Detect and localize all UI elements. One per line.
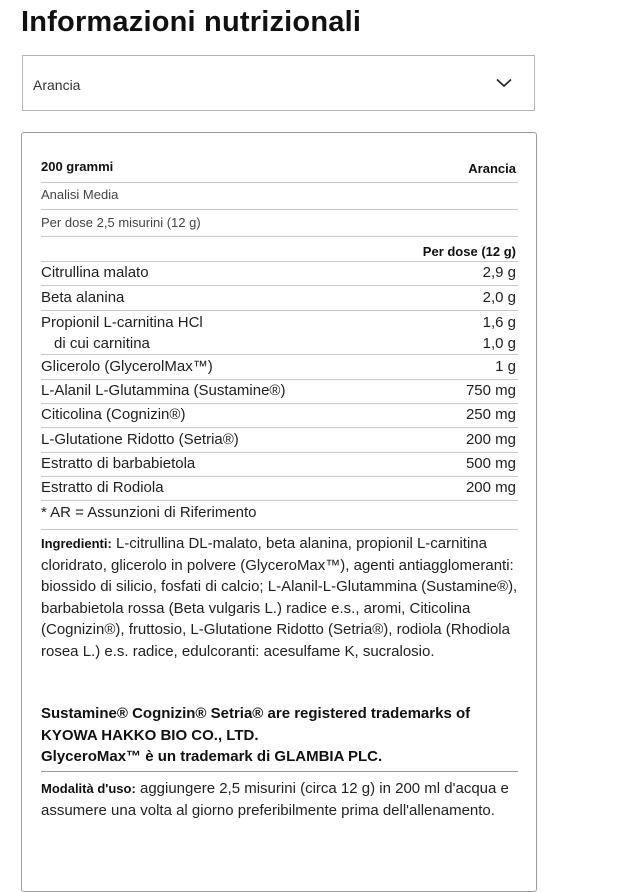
flavor-select[interactable] bbox=[22, 55, 535, 111]
divider bbox=[41, 771, 518, 772]
table-row: Citicolina (Cognizin®) 250 mg bbox=[41, 403, 518, 428]
chevron-down-icon bbox=[496, 78, 512, 88]
per-dose-header: Per dose (12 g) bbox=[422, 244, 516, 259]
usage-text: Modalità d'uso: aggiungere 2,5 misurini (circa 12 g) in 200 ml d'acqua e assumere una volta al giorno preferibilmente prima dell'allenamento. bbox=[41, 780, 509, 819]
table-row: Estratto di barbabietola 500 mg bbox=[41, 452, 518, 477]
flavor-select-value: Arancia bbox=[33, 77, 81, 93]
page-title: Informazioni nutrizionali bbox=[21, 6, 362, 38]
table-row: Estratto di Rodiola 200 mg bbox=[41, 476, 518, 501]
nutrition-panel bbox=[21, 132, 537, 892]
ingredients-label: Ingredienti: bbox=[41, 536, 112, 551]
table-row: L-Glutatione Ridotto (Setria®) 200 mg bbox=[41, 427, 518, 453]
dose-note-row: Per dose 2,5 misurini (12 g) bbox=[41, 209, 518, 237]
ingredients-text: Ingredienti: L-citrullina DL-malato, beta alanina, propionil L-carnitina cloridrato, glicerolo in polvere (GlyceroMax™), agenti antiagglomeranti: biossido di silicio, fosfati di calcio; L-Alanil-L-Glutammina (Sustamine®), barbabietola rossa (Beta vulgaris L.) radice e.s., aromi, Citicolina (Cognizin®), fruttosio, L-Glutatione Ridotto (Setria®), rodiola (Rhodiola rosea L.) e.s. radice, edulcoranti: acesulfame K, sucralosio. bbox=[41, 535, 518, 660]
trademarks-notice bbox=[41, 703, 519, 768]
usage-label: Modalità d'uso: bbox=[41, 781, 136, 796]
table-row: Citrullina malato 2,9 g bbox=[41, 261, 518, 286]
flavor-header: Arancia bbox=[468, 161, 516, 176]
footnote-row: * AR = Assunzioni di Riferimento bbox=[41, 500, 518, 530]
table-row: L-Alanil L-Glutammina (Sustamine®) 750 mg bbox=[41, 379, 518, 404]
column-header-row bbox=[41, 236, 518, 262]
serving-size: 200 grammi bbox=[41, 159, 114, 174]
table-header-row bbox=[41, 158, 518, 183]
trademark-line-1: Sustamine® Cognizin® Setria® are registered trademarks of KYOWA HAKKO BIO CO., LTD. bbox=[41, 705, 471, 744]
table-row: Beta alanina 2,0 g bbox=[41, 285, 518, 311]
trademark-line-2: GlyceroMax™ è un trademark di GLAMBIA PLC. bbox=[41, 748, 383, 765]
table-row: Propionil L-carnitina HCl 1,6 g di cui carnitina 1,0 g bbox=[41, 310, 518, 355]
analysis-row: Analisi Media bbox=[41, 182, 518, 210]
table-row: Glicerolo (GlycerolMax™) 1 g bbox=[41, 354, 518, 380]
